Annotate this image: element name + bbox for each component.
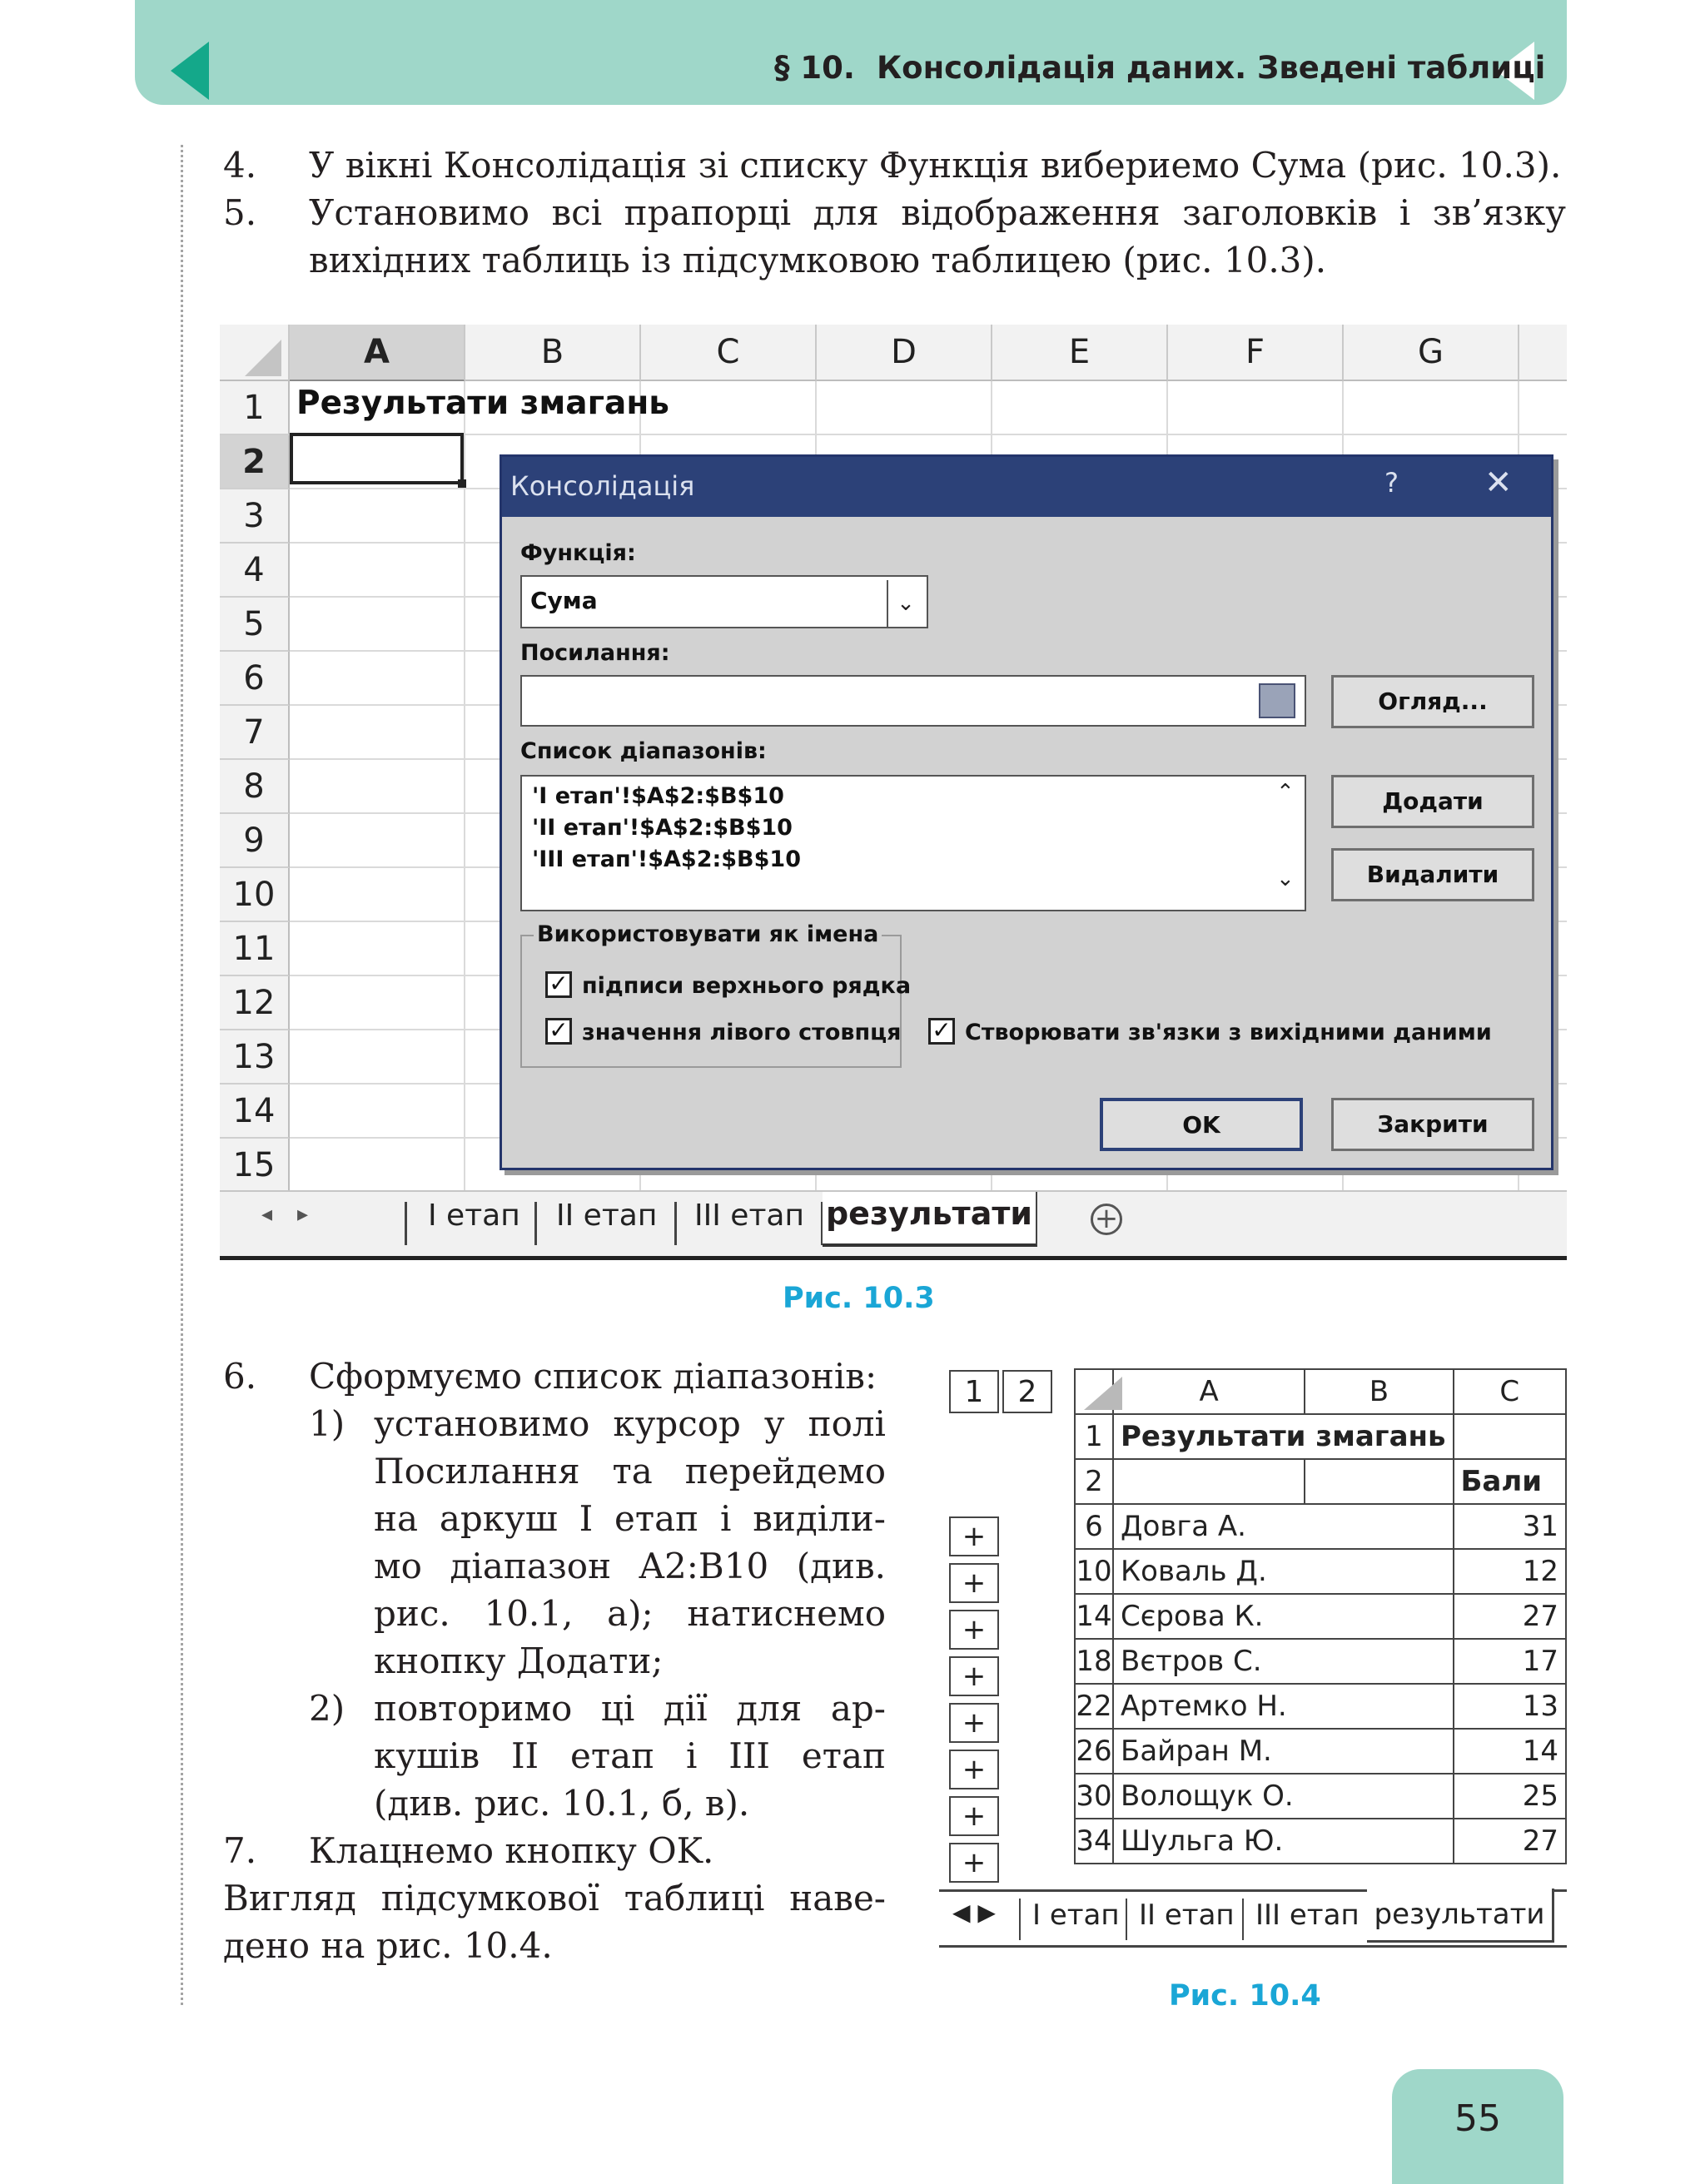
step-number: 7. — [223, 1830, 257, 1871]
score-cell[interactable]: 12 — [1454, 1549, 1566, 1594]
expand-group-button[interactable]: + — [949, 1750, 999, 1789]
function-label: Функція: — [520, 540, 636, 566]
substep-1 — [309, 1400, 886, 1685]
row-number[interactable]: 18 — [1075, 1639, 1113, 1684]
ranges-label: Список діапазонів: — [520, 738, 767, 764]
top-row-checkbox[interactable]: ✓ — [545, 971, 572, 998]
name-cell[interactable]: Коваль Д. — [1113, 1549, 1454, 1594]
figure-10-4-caption: Рис. 10.4 — [1169, 1979, 1321, 2013]
tab-separator — [1242, 1899, 1244, 1940]
range-list-item[interactable]: 'ІІІ етап'!$A$2:$B$10 — [532, 846, 801, 872]
column-header-a[interactable]: A — [290, 325, 465, 383]
row-header[interactable]: 1 — [220, 381, 290, 435]
table-row — [1075, 1729, 1566, 1774]
row-number[interactable]: 10 — [1075, 1549, 1113, 1594]
function-select[interactable] — [520, 575, 928, 628]
sheet-tab-stage2[interactable]: ІІ етап — [1139, 1899, 1235, 1932]
sheet-tab-stage1[interactable]: І етап — [428, 1199, 520, 1233]
header-row — [1075, 1369, 1566, 1414]
name-cell[interactable]: Артемко Н. — [1113, 1684, 1454, 1729]
row-header[interactable]: 5 — [220, 598, 290, 652]
outline-level-1-button[interactable]: 1 — [949, 1370, 999, 1413]
substep-line: повторимо ці дії для ар- — [374, 1688, 886, 1729]
column-header-c[interactable]: C — [1454, 1369, 1566, 1414]
row-header[interactable]: 8 — [220, 760, 290, 814]
row-number[interactable]: 14 — [1075, 1594, 1113, 1639]
table-row — [1075, 1774, 1566, 1819]
substep-line: кнопку Додати; — [374, 1640, 664, 1681]
delete-button[interactable]: Видалити — [1331, 848, 1534, 901]
column-header-c[interactable]: C — [641, 325, 817, 381]
table-row — [1075, 1414, 1566, 1459]
table-row — [1075, 1594, 1566, 1639]
grid-line — [464, 381, 465, 1190]
figure-10-3-caption: Рис. 10.3 — [783, 1282, 935, 1315]
prev-page-arrow-icon[interactable] — [171, 42, 209, 100]
tab-separator — [1019, 1899, 1021, 1940]
substep-line: мо діапазон A2:B10 (див. — [374, 1546, 886, 1586]
name-cell[interactable]: Сєрова К. — [1113, 1594, 1454, 1639]
expand-group-button[interactable]: + — [949, 1703, 999, 1743]
page-number: 55 — [1454, 2097, 1501, 2140]
score-cell[interactable]: 14 — [1454, 1729, 1566, 1774]
summary-table — [1074, 1368, 1567, 1864]
row-number[interactable]: 30 — [1075, 1774, 1113, 1819]
tab-separator — [405, 1202, 407, 1245]
create-links-label: Створювати зв'язки з вихідними даними — [965, 1020, 1492, 1045]
step-7 — [223, 1827, 886, 1874]
column-header-b[interactable]: B — [1305, 1369, 1453, 1414]
substep-line: кушів ІІ етап і ІІІ етап — [374, 1735, 886, 1776]
left-column-label: значення лівого стовпця — [582, 1020, 902, 1045]
expand-group-button[interactable]: + — [949, 1516, 999, 1556]
table-row — [1075, 1459, 1566, 1504]
dialog-title: Консолідація — [510, 470, 695, 502]
score-cell[interactable]: 27 — [1454, 1819, 1566, 1864]
step-text: Сформуємо список діапазонів: — [309, 1356, 877, 1397]
table-row — [1075, 1549, 1566, 1594]
column-header-h[interactable] — [1519, 325, 1567, 381]
function-select-value: Сума — [530, 587, 598, 614]
ranges-list[interactable] — [520, 775, 1306, 911]
substep-line: установимо курсор у полі — [374, 1403, 886, 1444]
row-header[interactable]: 4 — [220, 544, 290, 598]
add-sheet-plus-icon[interactable]: + — [1091, 1204, 1122, 1235]
step-text: Клацнемо кнопку OK. — [309, 1830, 714, 1871]
sheet-tab-stage3[interactable]: ІІІ етап — [1255, 1899, 1360, 1932]
row-header[interactable]: 6 — [220, 652, 290, 706]
name-cell[interactable]: Довга А. — [1113, 1504, 1454, 1549]
expand-group-button[interactable]: + — [949, 1843, 999, 1883]
browse-button[interactable]: Огляд... — [1331, 675, 1534, 728]
step-text-line: Установимо всі прапорці для відображення заголовків і зв’язку — [309, 192, 1566, 233]
tab-separator — [674, 1202, 677, 1245]
range-list-item[interactable]: 'ІІ етап'!$A$2:$B$10 — [532, 815, 793, 841]
select-all-corner[interactable] — [220, 325, 290, 381]
table-row — [1075, 1684, 1566, 1729]
name-cell[interactable]: Вєтров С. — [1113, 1639, 1454, 1684]
row-number[interactable]: 1 — [1075, 1414, 1113, 1459]
row-number[interactable]: 34 — [1075, 1819, 1113, 1864]
row-number[interactable]: 26 — [1075, 1729, 1113, 1774]
substep-number: 1) — [309, 1403, 345, 1444]
section-header — [774, 50, 1545, 86]
add-button[interactable]: Додати — [1331, 775, 1534, 828]
row-header[interactable]: 10 — [220, 868, 290, 922]
column-header-g[interactable]: G — [1344, 325, 1519, 381]
sheet-tab-bar — [220, 1190, 1567, 1260]
row-number[interactable]: 6 — [1075, 1504, 1113, 1549]
score-cell[interactable]: 13 — [1454, 1684, 1566, 1729]
reference-input[interactable] — [520, 675, 1306, 727]
column-header-e[interactable]: E — [992, 325, 1168, 381]
summary-line: Вигляд підсумкової таблиці наве- — [223, 1878, 886, 1918]
use-labels-group — [520, 935, 902, 1068]
collapse-dialog-icon[interactable] — [1259, 683, 1295, 718]
substep-2 — [309, 1685, 886, 1827]
step-5 — [223, 189, 1567, 289]
row-header[interactable]: 13 — [220, 1030, 290, 1085]
score-cell[interactable]: 25 — [1454, 1774, 1566, 1819]
chevron-down-icon[interactable]: ⌄ — [887, 580, 923, 627]
help-icon[interactable]: ? — [1384, 467, 1399, 499]
step-4 — [223, 141, 1567, 191]
create-links-checkbox[interactable]: ✓ — [928, 1018, 955, 1045]
empty-cell[interactable] — [1305, 1459, 1453, 1504]
column-header-f[interactable]: F — [1168, 325, 1344, 381]
expand-group-button[interactable]: + — [949, 1656, 999, 1696]
step-number: 5. — [223, 192, 257, 233]
sheet-tab-results[interactable]: результати — [1367, 1889, 1554, 1943]
substep-line: на аркуш І етап і виділи- — [374, 1498, 886, 1539]
sheet-tab-stage1[interactable]: І етап — [1032, 1899, 1120, 1932]
use-labels-group-label: Використовувати як імена — [534, 921, 882, 947]
margin-dotted-line — [181, 145, 183, 2005]
close-button[interactable]: Закрити — [1331, 1098, 1534, 1151]
outline-level-2-button[interactable]: 2 — [1002, 1370, 1052, 1413]
name-cell[interactable]: Шульга Ю. — [1113, 1819, 1454, 1864]
substep-line: рис. 10.1, а); натиснемо — [374, 1593, 886, 1634]
ok-button[interactable]: OK — [1100, 1098, 1303, 1151]
corner-triangle-icon — [1084, 1377, 1122, 1410]
row-number[interactable]: 22 — [1075, 1684, 1113, 1729]
score-cell[interactable]: 17 — [1454, 1639, 1566, 1684]
cell-a1-text: Результати змагань — [296, 385, 669, 422]
row-number[interactable]: 2 — [1075, 1459, 1113, 1504]
substep-line: Посилання та перейдемо — [374, 1451, 886, 1492]
table-row — [1075, 1639, 1566, 1684]
consolidate-dialog — [500, 454, 1553, 1170]
column-header-b[interactable]: B — [465, 325, 641, 381]
expand-group-button[interactable]: + — [949, 1796, 999, 1836]
scroll-up-chevron-icon[interactable]: ⌃ — [1276, 780, 1295, 805]
step-6 — [223, 1353, 886, 1400]
fill-handle[interactable] — [458, 479, 466, 488]
close-icon[interactable]: ✕ — [1484, 464, 1513, 502]
top-row-label: підписи верхнього рядка — [582, 973, 912, 999]
step-number: 4. — [223, 145, 257, 186]
row-header[interactable]: 15 — [220, 1139, 290, 1193]
range-list-item[interactable]: 'І етап'!$A$2:$B$10 — [532, 783, 784, 809]
score-cell[interactable]: 31 — [1454, 1504, 1566, 1549]
left-column-checkbox[interactable]: ✓ — [545, 1018, 572, 1045]
name-cell[interactable]: Байран М. — [1113, 1729, 1454, 1774]
row-header[interactable]: 7 — [220, 706, 290, 760]
tab-separator — [534, 1202, 537, 1245]
score-cell[interactable]: 27 — [1454, 1594, 1566, 1639]
table-row — [1075, 1504, 1566, 1549]
dialog-titlebar[interactable] — [502, 457, 1551, 517]
sheet-nav-arrows-icon[interactable]: ◂▸ — [261, 1202, 334, 1227]
step-text: У вікні Консолідація зі списку Функція вибериемо Сума (рис. 10.3). — [309, 145, 1562, 186]
row-header[interactable]: 3 — [220, 489, 290, 544]
summary-text — [223, 1874, 886, 1969]
row-header[interactable]: 14 — [220, 1085, 290, 1139]
title-cell[interactable]: Результати змагань — [1113, 1414, 1454, 1459]
figure-10-4-table — [939, 1368, 1567, 1951]
sheet-tab-stage2[interactable]: ІІ етап — [556, 1199, 658, 1233]
row-header[interactable]: 2 — [220, 435, 290, 489]
corner-triangle-icon — [245, 340, 281, 376]
row-header[interactable]: 9 — [220, 814, 290, 868]
sheet-nav-arrows-icon[interactable]: ◀ ▶ — [952, 1899, 996, 1926]
reference-label: Посилання: — [520, 640, 670, 666]
table-row — [1075, 1819, 1566, 1864]
row-header[interactable]: 12 — [220, 976, 290, 1030]
section-number: § 10. — [774, 50, 855, 86]
step-text-line: вихідних таблиць із підсумковою таблицею (рис. 10.3). — [309, 240, 1327, 280]
substep-number: 2) — [309, 1688, 345, 1729]
selected-cell-a2[interactable] — [290, 433, 464, 484]
name-cell[interactable]: Волощук О. — [1113, 1774, 1454, 1819]
sheet-tab-stage3[interactable]: ІІІ етап — [694, 1199, 805, 1233]
summary-line: дено на рис. 10.4. — [223, 1925, 553, 1966]
substep-line: (див. рис. 10.1, б, в). — [374, 1783, 750, 1824]
step-number: 6. — [223, 1356, 257, 1397]
grid-line — [290, 434, 1567, 435]
empty-cell[interactable] — [1113, 1459, 1305, 1504]
sheet-tab-results[interactable]: результати — [823, 1192, 1037, 1247]
column-header-d[interactable]: D — [817, 325, 992, 381]
tab-separator — [1126, 1899, 1127, 1940]
sheet-tab-bar — [939, 1889, 1567, 1948]
score-header-cell[interactable]: Бали — [1454, 1459, 1566, 1504]
row-header[interactable]: 11 — [220, 922, 290, 976]
scroll-down-chevron-icon[interactable]: ⌄ — [1276, 866, 1295, 891]
expand-group-button[interactable]: + — [949, 1610, 999, 1650]
column-header-a[interactable]: A — [1113, 1369, 1305, 1414]
empty-cell[interactable] — [1454, 1414, 1566, 1459]
section-title: Консолідація даних. Зведені таблиці — [876, 50, 1546, 86]
expand-group-button[interactable]: + — [949, 1563, 999, 1603]
